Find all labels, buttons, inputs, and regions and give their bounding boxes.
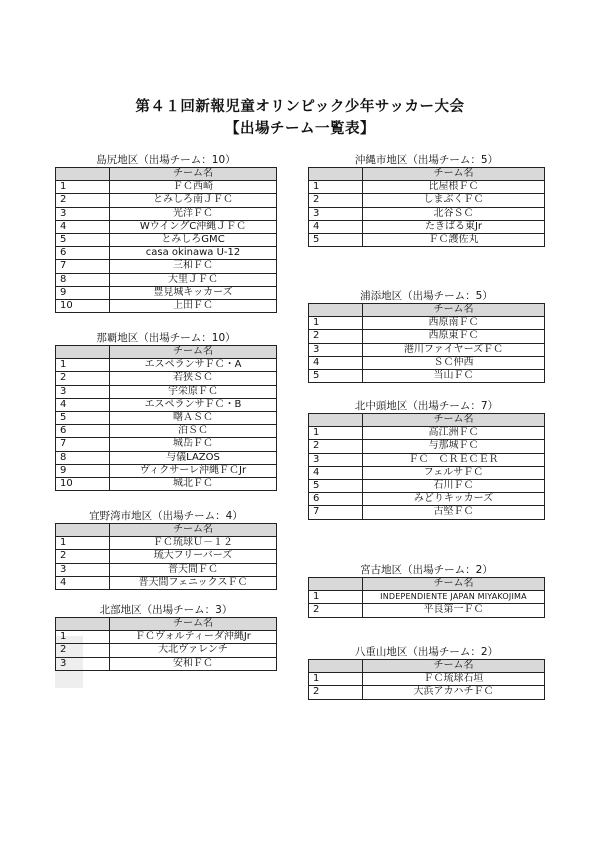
table-row xyxy=(56,412,277,425)
team-name: 与那城ＦＣ xyxy=(363,440,545,453)
table-row xyxy=(56,464,277,477)
team-number: 7 xyxy=(56,260,110,273)
table-row xyxy=(309,493,545,506)
team-name: 与儀LAZOS xyxy=(110,451,277,464)
team-number: 3 xyxy=(56,563,110,576)
team-name: WウイングC沖縄ＪＦＣ xyxy=(110,220,277,233)
district-title: 八重山地区（出場チーム：2） xyxy=(354,646,499,658)
header-number-cell xyxy=(56,168,110,181)
team-name: 港川ファイヤーズＦＣ xyxy=(363,343,545,356)
document-subtitle: 【出場チーム一覧表】 xyxy=(225,121,375,137)
team-name: エスペランサＦＣ・B xyxy=(110,398,277,411)
team-number: 4 xyxy=(56,576,110,589)
document-title: 第４１回新報児童オリンピック少年サッカー大会 xyxy=(135,99,465,115)
header-team-name: チーム名 xyxy=(363,414,545,427)
table-row xyxy=(309,480,545,493)
table-row xyxy=(56,576,277,589)
table-row xyxy=(309,317,545,330)
header-team-name: チーム名 xyxy=(110,524,277,537)
table-row xyxy=(56,207,277,220)
table-header-row xyxy=(56,524,277,537)
team-name: 光洋ＦＣ xyxy=(110,207,277,220)
table-row xyxy=(309,686,545,699)
district-title: 沖縄市地区（出場チーム：5） xyxy=(354,154,499,166)
team-name: とみしろGMC xyxy=(110,234,277,247)
team-number: 1 xyxy=(56,181,110,194)
block-kitanakagami xyxy=(308,400,545,520)
team-table xyxy=(308,659,545,700)
team-table xyxy=(308,167,545,247)
team-name: たきばる東Jr xyxy=(363,220,545,233)
team-number: 5 xyxy=(56,412,110,425)
table-row xyxy=(309,234,545,247)
header-team-name: チーム名 xyxy=(110,346,277,359)
table-row xyxy=(309,220,545,233)
team-number: 1 xyxy=(56,359,110,372)
table-row xyxy=(56,273,277,286)
team-name: 大北ヴァレンチ xyxy=(110,644,277,657)
team-name: 宇栄原ＦＣ xyxy=(110,385,277,398)
team-name: ＦＣヴォルティーダ沖縄Jr xyxy=(110,631,277,644)
team-number: 2 xyxy=(309,440,363,453)
team-number: 5 xyxy=(309,370,363,383)
district-title: 北部地区（出場チーム：3） xyxy=(99,604,233,616)
district-title: 那覇地区（出場チーム：10） xyxy=(96,332,236,344)
block-okinawa-city xyxy=(308,154,545,247)
team-name: しまぶくＦＣ xyxy=(363,194,545,207)
team-name: 城岳ＦＣ xyxy=(110,438,277,451)
team-number: 5 xyxy=(309,234,363,247)
table-row xyxy=(56,300,277,313)
table-row xyxy=(56,631,277,644)
table-row xyxy=(56,220,277,233)
district-title: 浦添地区（出場チーム：5） xyxy=(360,290,493,302)
team-number: 6 xyxy=(56,247,110,260)
header-number-cell xyxy=(56,524,110,537)
header-team-name: チーム名 xyxy=(110,168,277,181)
team-name: INDEPENDIENTE JAPAN MIYAKOJIMA xyxy=(363,591,545,604)
team-table xyxy=(308,577,545,618)
header-number-cell xyxy=(309,660,363,673)
team-name: 城北ＦＣ xyxy=(110,478,277,491)
team-name: ヴィクサーレ沖縄ＦＣJr xyxy=(110,464,277,477)
team-table xyxy=(55,523,277,590)
team-number: 7 xyxy=(309,506,363,519)
header-team-name: チーム名 xyxy=(363,578,545,591)
team-name: 西原南ＦＣ xyxy=(363,317,545,330)
team-number: 4 xyxy=(309,220,363,233)
team-number: 2 xyxy=(56,644,110,657)
table-row xyxy=(56,657,277,670)
header-number-cell xyxy=(309,304,363,317)
table-header-row xyxy=(309,304,545,317)
team-number: 2 xyxy=(56,550,110,563)
table-header-row xyxy=(56,618,277,631)
table-row xyxy=(56,425,277,438)
district-title: 島尻地区（出場チーム：10） xyxy=(96,154,236,166)
table-row xyxy=(56,260,277,273)
team-name: ＦＣ琉球石垣 xyxy=(363,673,545,686)
table-row xyxy=(56,194,277,207)
team-number: 3 xyxy=(309,343,363,356)
team-name: 高江洲ＦＣ xyxy=(363,427,545,440)
table-row xyxy=(309,207,545,220)
table-row xyxy=(56,644,277,657)
table-row xyxy=(56,286,277,299)
district-title: 宮古地区（出場チーム：2） xyxy=(360,564,493,576)
team-table xyxy=(55,345,277,491)
team-name: 上田ＦＣ xyxy=(110,300,277,313)
table-row xyxy=(309,506,545,519)
team-name: 当山ＦＣ xyxy=(363,370,545,383)
table-header-row xyxy=(56,346,277,359)
table-row xyxy=(309,356,545,369)
team-name: 普天間フェニックスＦＣ xyxy=(110,576,277,589)
team-number: 3 xyxy=(56,657,110,670)
team-number: 2 xyxy=(309,330,363,343)
team-number: 2 xyxy=(309,604,363,617)
team-name: 比屋根ＦＣ xyxy=(363,181,545,194)
header-number-cell xyxy=(56,346,110,359)
table-row xyxy=(309,440,545,453)
team-table xyxy=(308,303,545,383)
header-number-cell xyxy=(309,168,363,181)
team-name: ＦＣ琉球Ｕ－１２ xyxy=(110,537,277,550)
team-name: ＳＣ仲西 xyxy=(363,356,545,369)
team-number: 6 xyxy=(309,493,363,506)
table-row xyxy=(56,438,277,451)
table-row xyxy=(309,604,545,617)
team-number: 7 xyxy=(56,438,110,451)
table-row xyxy=(56,234,277,247)
team-name: 豊見城キッカーズ xyxy=(110,286,277,299)
table-row xyxy=(309,427,545,440)
team-number: 5 xyxy=(309,480,363,493)
team-number: 1 xyxy=(309,181,363,194)
team-number: 6 xyxy=(56,425,110,438)
header-team-name: チーム名 xyxy=(363,168,545,181)
header-number-cell xyxy=(309,414,363,427)
header-team-name: チーム名 xyxy=(363,660,545,673)
team-name: ＦＣ護佐丸 xyxy=(363,234,545,247)
table-header-row xyxy=(309,660,545,673)
team-name: ＦＣ ＣＲＥＣＥＲ xyxy=(363,453,545,466)
team-table xyxy=(308,413,545,520)
table-row xyxy=(309,330,545,343)
block-yaeyama xyxy=(308,646,545,700)
table-row xyxy=(56,181,277,194)
table-row xyxy=(56,398,277,411)
team-name: 安和ＦＣ xyxy=(110,657,277,670)
team-number: 1 xyxy=(309,317,363,330)
table-row xyxy=(56,563,277,576)
team-name: フェルサＦＣ xyxy=(363,466,545,479)
header-team-name: チーム名 xyxy=(363,304,545,317)
table-row xyxy=(56,359,277,372)
team-name: 平良第一ＦＣ xyxy=(363,604,545,617)
team-number: 1 xyxy=(56,537,110,550)
table-header-row xyxy=(309,168,545,181)
team-number: 3 xyxy=(56,207,110,220)
team-table xyxy=(55,167,277,313)
team-name: ＦＣ西崎 xyxy=(110,181,277,194)
table-row xyxy=(309,370,545,383)
team-number: 4 xyxy=(56,220,110,233)
table-row xyxy=(309,591,545,604)
table-row xyxy=(56,537,277,550)
team-name: とみしろ南ＪＦＣ xyxy=(110,194,277,207)
team-number: 10 xyxy=(56,478,110,491)
team-number: 3 xyxy=(56,385,110,398)
block-miyako xyxy=(308,564,545,618)
team-number: 4 xyxy=(56,398,110,411)
team-number: 2 xyxy=(309,686,363,699)
table-row xyxy=(309,194,545,207)
team-name: 古堅ＦＣ xyxy=(363,506,545,519)
block-ginowan xyxy=(55,510,277,590)
block-urasoe xyxy=(308,290,545,383)
block-naha xyxy=(55,332,277,491)
team-number: 1 xyxy=(309,591,363,604)
team-name: 若狭ＳＣ xyxy=(110,372,277,385)
table-row xyxy=(309,181,545,194)
team-name: 大浜アカハチＦＣ xyxy=(363,686,545,699)
table-row xyxy=(56,385,277,398)
block-shimajiri xyxy=(55,154,277,313)
team-name: 泊ＳＣ xyxy=(110,425,277,438)
team-number: 8 xyxy=(56,451,110,464)
team-name: 三和ＦＣ xyxy=(110,260,277,273)
team-name: 琉大フリーバーズ xyxy=(110,550,277,563)
district-title: 北中頭地区（出場チーム：7） xyxy=(354,400,499,412)
team-number: 4 xyxy=(309,466,363,479)
team-number: 9 xyxy=(56,286,110,299)
table-row xyxy=(56,478,277,491)
table-row xyxy=(309,673,545,686)
block-hokubu xyxy=(55,604,277,671)
team-name: 曙ＡＳＣ xyxy=(110,412,277,425)
team-number: 2 xyxy=(56,194,110,207)
team-number: 3 xyxy=(309,207,363,220)
table-header-row xyxy=(309,578,545,591)
table-header-row xyxy=(56,168,277,181)
team-number: 8 xyxy=(56,273,110,286)
team-name: 石川ＦＣ xyxy=(363,480,545,493)
team-number: 1 xyxy=(309,673,363,686)
table-row xyxy=(309,343,545,356)
table-row xyxy=(56,451,277,464)
header-number-cell xyxy=(56,618,110,631)
table-header-row xyxy=(309,414,545,427)
table-row xyxy=(56,550,277,563)
team-name: エスペランサＦＣ・A xyxy=(110,359,277,372)
table-row xyxy=(56,372,277,385)
team-number: 3 xyxy=(309,453,363,466)
team-name: 北谷ＳＣ xyxy=(363,207,545,220)
team-number: 10 xyxy=(56,300,110,313)
team-name: 大里ＪＦＣ xyxy=(110,273,277,286)
team-number: 1 xyxy=(56,631,110,644)
team-number: 4 xyxy=(309,356,363,369)
team-name: 西原東ＦＣ xyxy=(363,330,545,343)
header-number-cell xyxy=(309,578,363,591)
team-name: 普天間ＦＣ xyxy=(110,563,277,576)
team-number: 1 xyxy=(309,427,363,440)
team-number: 2 xyxy=(309,194,363,207)
table-row xyxy=(56,247,277,260)
team-number: 2 xyxy=(56,372,110,385)
team-number: 9 xyxy=(56,464,110,477)
team-number: 5 xyxy=(56,234,110,247)
table-row xyxy=(309,453,545,466)
district-title: 宜野湾市地区（出場チーム：4） xyxy=(89,510,243,522)
team-table xyxy=(55,617,277,671)
team-name: みどりキッカーズ xyxy=(363,493,545,506)
header-team-name: チーム名 xyxy=(110,618,277,631)
table-row xyxy=(309,466,545,479)
team-name: casa okinawa U-12 xyxy=(110,247,277,260)
